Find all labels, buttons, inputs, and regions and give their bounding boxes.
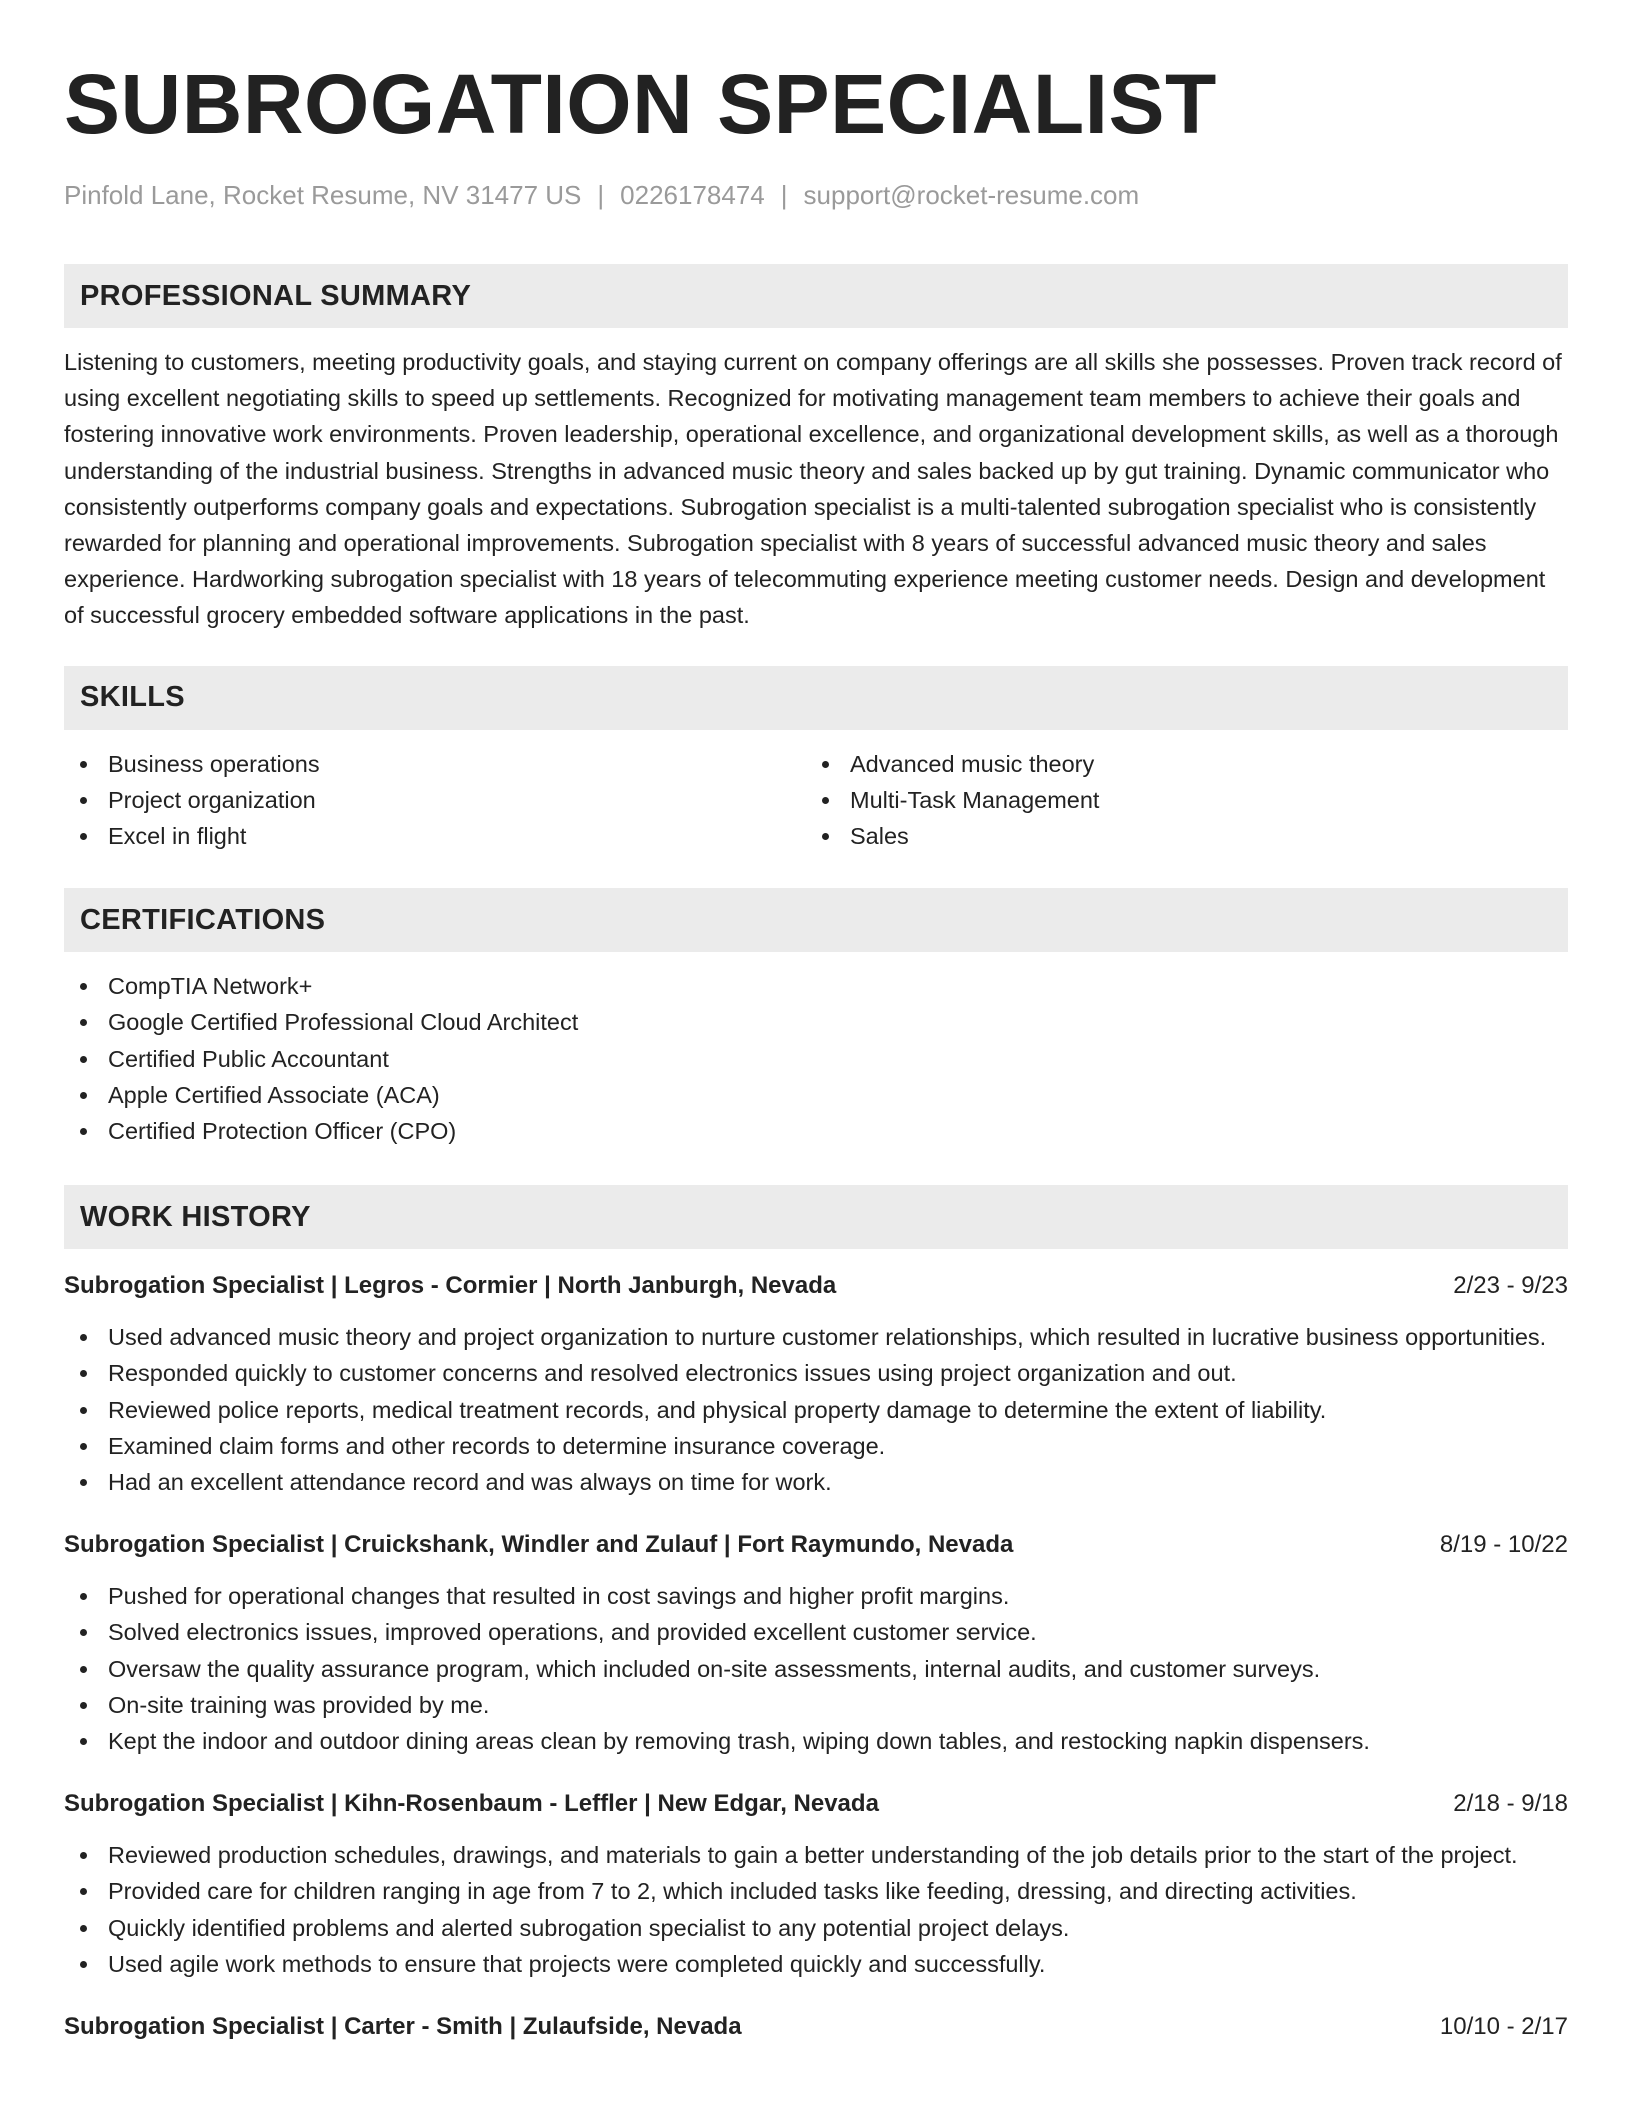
job-entry: [64, 1528, 1568, 1759]
job-bullets: [64, 1319, 1568, 1500]
certification-item: Certified Protection Officer (CPO): [64, 1113, 1568, 1149]
job-entry: [64, 2010, 1568, 2044]
job-heading: Subrogation Specialist | Carter - Smith | Zulaufside, Nevada: [64, 2013, 742, 2041]
job-bullet: Quickly identified problems and alerted subrogation specialist to any potential project delays.: [64, 1910, 1568, 1946]
section-header-summary: PROFESSIONAL SUMMARY: [64, 264, 1568, 328]
skills-column-left: [64, 746, 806, 855]
summary-text: Listening to customers, meeting productivity goals, and staying current on company offerings are all skills she possesses. Proven track record of using excellent negotiating skills to speed up settlements. Recognized for motivating management team members to achieve their goals and fostering innovative work environments. Proven leadership, operational excellence, and organizational development skills, as well as a thorough understanding of the industrial business. Strengths in advanced music theory and sales backed up by gut training. Dynamic communicator who consistently outperforms company goals and expectations. Subrogation specialist is a multi-talented subrogation specialist who is consistently rewarded for planning and operational improvements. Subrogation specialist with 8 years of successful advanced music theory and sales experience. Hardworking subrogation specialist with 18 years of telecommuting experience meeting customer needs. Design and development of successful grocery embedded software applications in the past.: [64, 349, 1562, 629]
certification-item: Apple Certified Associate (ACA): [64, 1077, 1568, 1113]
contact-phone: 0226178474: [620, 180, 765, 210]
job-bullet: Solved electronics issues, improved operations, and provided excellent customer service.: [64, 1614, 1568, 1650]
section-header-skills: SKILLS: [64, 666, 1568, 730]
section-header-certifications: CERTIFICATIONS: [64, 888, 1568, 952]
contact-separator: |: [597, 180, 605, 210]
job-heading-row: [64, 1528, 1568, 1562]
job-dates: 8/19 - 10/22: [1439, 1531, 1568, 1559]
resume-page: [64, 0, 1568, 2044]
skill-item: Sales: [806, 818, 1548, 854]
skills-column-right: [806, 746, 1548, 855]
job-bullet: On-site training was provided by me.: [64, 1687, 1568, 1723]
job-heading: Subrogation Specialist | Kihn-Rosenbaum - Leffler | New Edgar, Nevada: [64, 1790, 879, 1818]
certification-item: Certified Public Accountant: [64, 1041, 1568, 1077]
skill-item: Excel in flight: [64, 818, 806, 854]
contact-email: support@rocket-resume.com: [803, 180, 1140, 210]
job-heading: Subrogation Specialist | Cruickshank, Windler and Zulauf | Fort Raymundo, Nevada: [64, 1531, 1014, 1559]
certification-item: CompTIA Network+: [64, 968, 1568, 1004]
skill-item: Project organization: [64, 782, 806, 818]
job-bullet: Had an excellent attendance record and was always on time for work.: [64, 1464, 1568, 1500]
job-heading-row: [64, 1269, 1568, 1303]
job-bullets: [64, 1578, 1568, 1759]
job-bullets: [64, 1837, 1568, 1982]
contact-address: Pinfold Lane, Rocket Resume, NV 31477 US: [64, 180, 582, 210]
job-bullet: Kept the indoor and outdoor dining areas clean by removing trash, wiping down tables, and restocking napkin dispensers.: [64, 1723, 1568, 1759]
job-bullet: Reviewed police reports, medical treatment records, and physical property damage to determine the extent of liability.: [64, 1392, 1568, 1428]
contact-separator: |: [780, 180, 788, 210]
certification-item: Google Certified Professional Cloud Architect: [64, 1004, 1568, 1040]
job-bullet: Used agile work methods to ensure that projects were completed quickly and successfully.: [64, 1946, 1568, 1982]
job-heading-row: [64, 1787, 1568, 1821]
job-bullet: Provided care for children ranging in age from 7 to 2, which included tasks like feeding, dressing, and directing activities.: [64, 1873, 1568, 1909]
job-bullet: Examined claim forms and other records to determine insurance coverage.: [64, 1428, 1568, 1464]
skills-grid: [64, 746, 1568, 855]
job-heading: Subrogation Specialist | Legros - Cormier | North Janburgh, Nevada: [64, 1272, 837, 1300]
certifications-list: [64, 968, 1568, 1149]
job-dates: 10/10 - 2/17: [1439, 2013, 1568, 2041]
job-bullet: Pushed for operational changes that resulted in cost savings and higher profit margins.: [64, 1578, 1568, 1614]
job-bullet: Reviewed production schedules, drawings, and materials to gain a better understanding of the job details prior to the start of the project.: [64, 1837, 1568, 1873]
job-bullet: Responded quickly to customer concerns and resolved electronics issues using project organization and out.: [64, 1355, 1568, 1391]
job-bullet: Used advanced music theory and project organization to nurture customer relationships, which resulted in lucrative business opportunities.: [64, 1319, 1568, 1355]
job-bullet: Oversaw the quality assurance program, which included on-site assessments, internal audits, and customer surveys.: [64, 1651, 1568, 1687]
job-entry: [64, 1269, 1568, 1500]
contact-line: [64, 178, 1568, 212]
job-entry: [64, 1787, 1568, 1982]
job-dates: 2/23 - 9/23: [1453, 1272, 1568, 1300]
skill-item: Advanced music theory: [806, 746, 1548, 782]
section-header-work-history: WORK HISTORY: [64, 1185, 1568, 1249]
skill-item: Multi-Task Management: [806, 782, 1548, 818]
skill-item: Business operations: [64, 746, 806, 782]
resume-name: SUBROGATION SPECIALIST: [64, 57, 1217, 151]
job-dates: 2/18 - 9/18: [1453, 1790, 1568, 1818]
job-heading-row: [64, 2010, 1568, 2044]
